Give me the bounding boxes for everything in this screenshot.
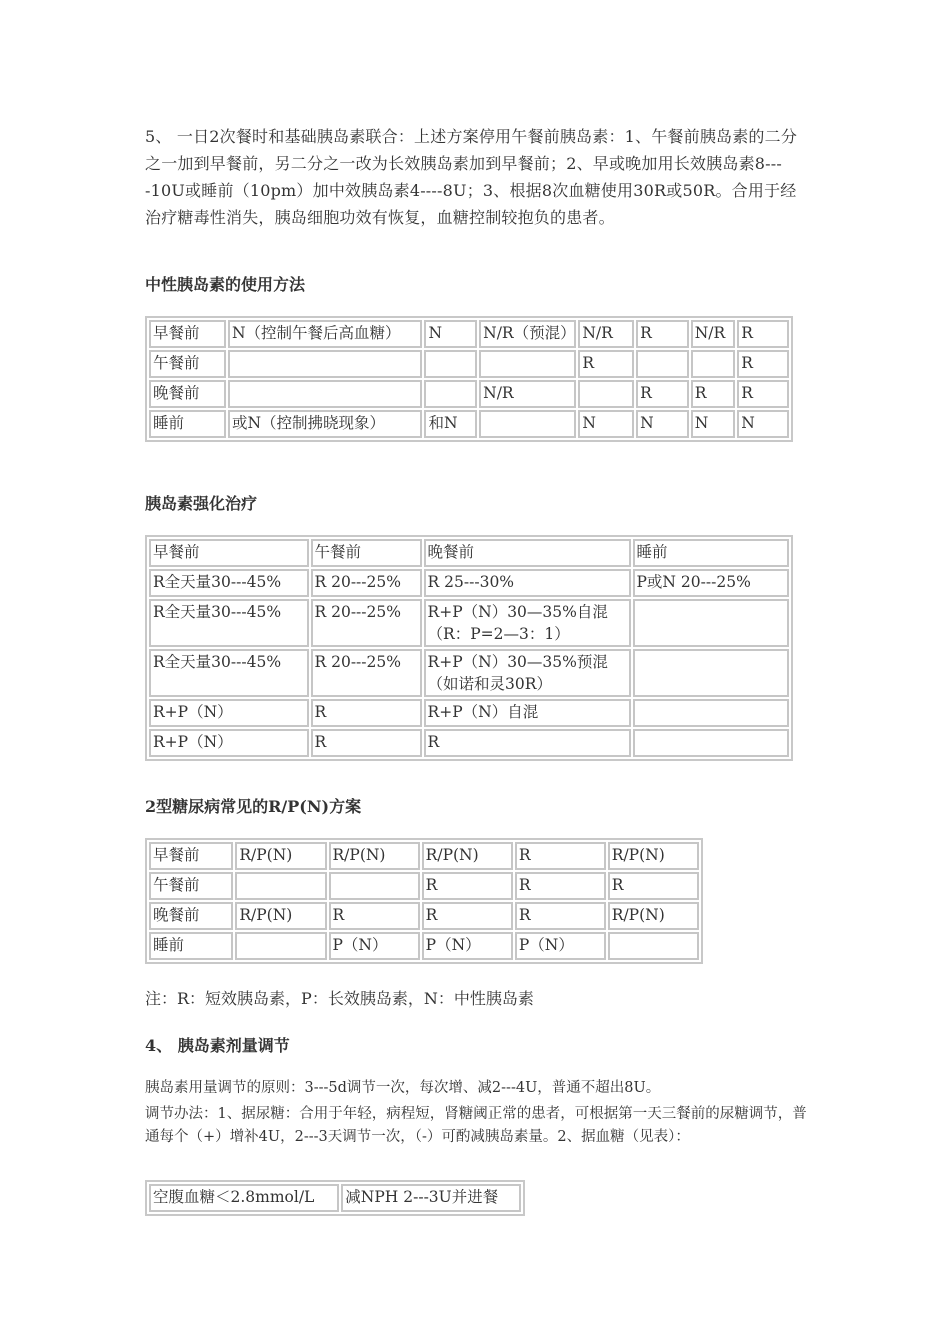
adjustment-method: 调节办法：1、据尿糖：合用于年轻，病程短，肾糖阈正常的患者，可根据第一天三餐前的尿糖调节，普通每个（+）增补4U，2---3天调节一次，（-）可酌减胰岛素量。2、据血糖（见表）： (145, 1106, 807, 1145)
table-cell: R全天量30---45% (149, 599, 309, 647)
table-cell (424, 380, 477, 408)
table-cell: R (311, 729, 422, 757)
table-row (149, 1184, 521, 1212)
table-cell: R+P（N）30—35%自混（R：P=2—3：1） (424, 599, 631, 647)
table-row (149, 380, 789, 408)
table-row (149, 649, 789, 697)
blood-glucose-table (145, 1180, 525, 1216)
table-cell: R 20---25% (311, 599, 422, 647)
table-cell: R (424, 729, 631, 757)
section4-title: 4、 胰岛素剂量调节 (145, 1036, 290, 1055)
rpn-regimen-table (145, 838, 703, 964)
table-cell (691, 350, 736, 378)
table-cell: 午餐前 (311, 539, 422, 567)
table-row (149, 932, 699, 960)
intro-paragraph: 5、 一日2次餐时和基础胰岛素联合：上述方案停用午餐前胰岛素：1、午餐前胰岛素的二分之一加到早餐前，另二分之一改为长效胰岛素加到早餐前；2、早或晚加用长效胰岛素8----10U或睡前（10pm）加中效胰岛素4----8U；3、根据8次血糖使用30R或50R。合用于经治疗糖毒性消失，胰岛细胞功效有恢复，血糖控制较抱负的患者。 (145, 127, 798, 227)
table-cell (608, 932, 699, 960)
table-cell: R (737, 320, 789, 348)
table-cell: 早餐前 (149, 320, 226, 348)
table-cell: R+P（N） (149, 699, 309, 727)
table-cell: R (515, 872, 606, 900)
table-cell: N/R (578, 320, 634, 348)
table-cell: R (636, 320, 689, 348)
table-row (149, 872, 699, 900)
table-cell: 睡前 (633, 539, 790, 567)
table-cell: N (424, 320, 477, 348)
table-cell: R/P(N) (608, 842, 699, 870)
intensive-therapy-table (145, 535, 793, 761)
table-row (149, 729, 789, 757)
table-cell: R (329, 902, 420, 930)
table-row (149, 410, 789, 438)
table-cell (633, 729, 790, 757)
table-cell: 或N（控制拂晓现象） (228, 410, 422, 438)
table-cell: N (691, 410, 736, 438)
table-cell: R (737, 350, 789, 378)
table-cell (633, 599, 790, 647)
table-cell: 睡前 (149, 932, 233, 960)
table-cell: P或N 20---25% (633, 569, 790, 597)
table-cell: R (422, 872, 513, 900)
table-cell (228, 380, 422, 408)
table-cell: R 20---25% (311, 569, 422, 597)
table-cell: N/R (691, 320, 736, 348)
table-cell: R/P(N) (235, 842, 326, 870)
section2-title: 胰岛素强化治疗 (145, 494, 258, 513)
table-cell: 空腹血糖＜2.8mmol/L (149, 1184, 339, 1212)
table-cell: N/R（预混） (479, 320, 576, 348)
table-cell: R (311, 699, 422, 727)
table-row (149, 320, 789, 348)
table-cell (636, 350, 689, 378)
table-cell: N (578, 410, 634, 438)
table-row (149, 842, 699, 870)
table-cell: R/P(N) (329, 842, 420, 870)
table-cell: R (515, 902, 606, 930)
table-cell: 晚餐前 (424, 539, 631, 567)
table-cell: R+P（N）30—35%预混（如诺和灵30R） (424, 649, 631, 697)
table-cell (633, 649, 790, 697)
table-cell (479, 410, 576, 438)
section3-title: 2型糖尿病常见的R/P(N)方案 (145, 797, 362, 816)
table-cell: N/R (479, 380, 576, 408)
table-cell: P（N） (422, 932, 513, 960)
table-cell: R全天量30---45% (149, 649, 309, 697)
table-row (149, 350, 789, 378)
table-cell: R (636, 380, 689, 408)
table-cell (479, 350, 576, 378)
table-row (149, 599, 789, 647)
table-cell: 和N (424, 410, 477, 438)
table-cell: R (578, 350, 634, 378)
table-cell: R (737, 380, 789, 408)
table-cell: R (608, 872, 699, 900)
table-cell: 晚餐前 (149, 902, 233, 930)
table-cell (633, 699, 790, 727)
table-cell: 早餐前 (149, 539, 309, 567)
table-row (149, 902, 699, 930)
table-cell: R 25---30% (424, 569, 631, 597)
table-cell (329, 872, 420, 900)
table-cell: R/P(N) (608, 902, 699, 930)
table-row (149, 569, 789, 597)
table-cell: 午餐前 (149, 350, 226, 378)
table-cell: R全天量30---45% (149, 569, 309, 597)
table-cell (235, 932, 326, 960)
table-cell: 晚餐前 (149, 380, 226, 408)
table-cell: P（N） (515, 932, 606, 960)
table-cell: 午餐前 (149, 872, 233, 900)
table-cell: R/P(N) (235, 902, 326, 930)
table-cell (228, 350, 422, 378)
table-cell: N (737, 410, 789, 438)
table-cell: R 20---25% (311, 649, 422, 697)
table-cell: P（N） (329, 932, 420, 960)
table-row (149, 699, 789, 727)
abbreviation-note: 注：R：短效胰岛素，P：长效胰岛素，N：中性胰岛素 (145, 989, 534, 1008)
table-cell: R (691, 380, 736, 408)
table-cell: R (422, 902, 513, 930)
table-cell: R+P（N） (149, 729, 309, 757)
table-cell: R (515, 842, 606, 870)
table-cell: N（控制午餐后高血糖） (228, 320, 422, 348)
adjustment-principle: 胰岛素用量调节的原则：3---5d调节一次，每次增、减2---4U，普通不超出8U。 (145, 1080, 661, 1096)
table-row (149, 539, 789, 567)
table-cell: R+P（N）自混 (424, 699, 631, 727)
neutral-insulin-table (145, 316, 793, 442)
table-cell: 早餐前 (149, 842, 233, 870)
table-cell (235, 872, 326, 900)
table-cell (578, 380, 634, 408)
table-cell: N (636, 410, 689, 438)
table-cell (424, 350, 477, 378)
section1-title: 中性胰岛素的使用方法 (145, 275, 306, 294)
table-cell: 减NPH 2---3U并进餐 (341, 1184, 521, 1212)
table-cell: R/P(N) (422, 842, 513, 870)
table-cell: 睡前 (149, 410, 226, 438)
